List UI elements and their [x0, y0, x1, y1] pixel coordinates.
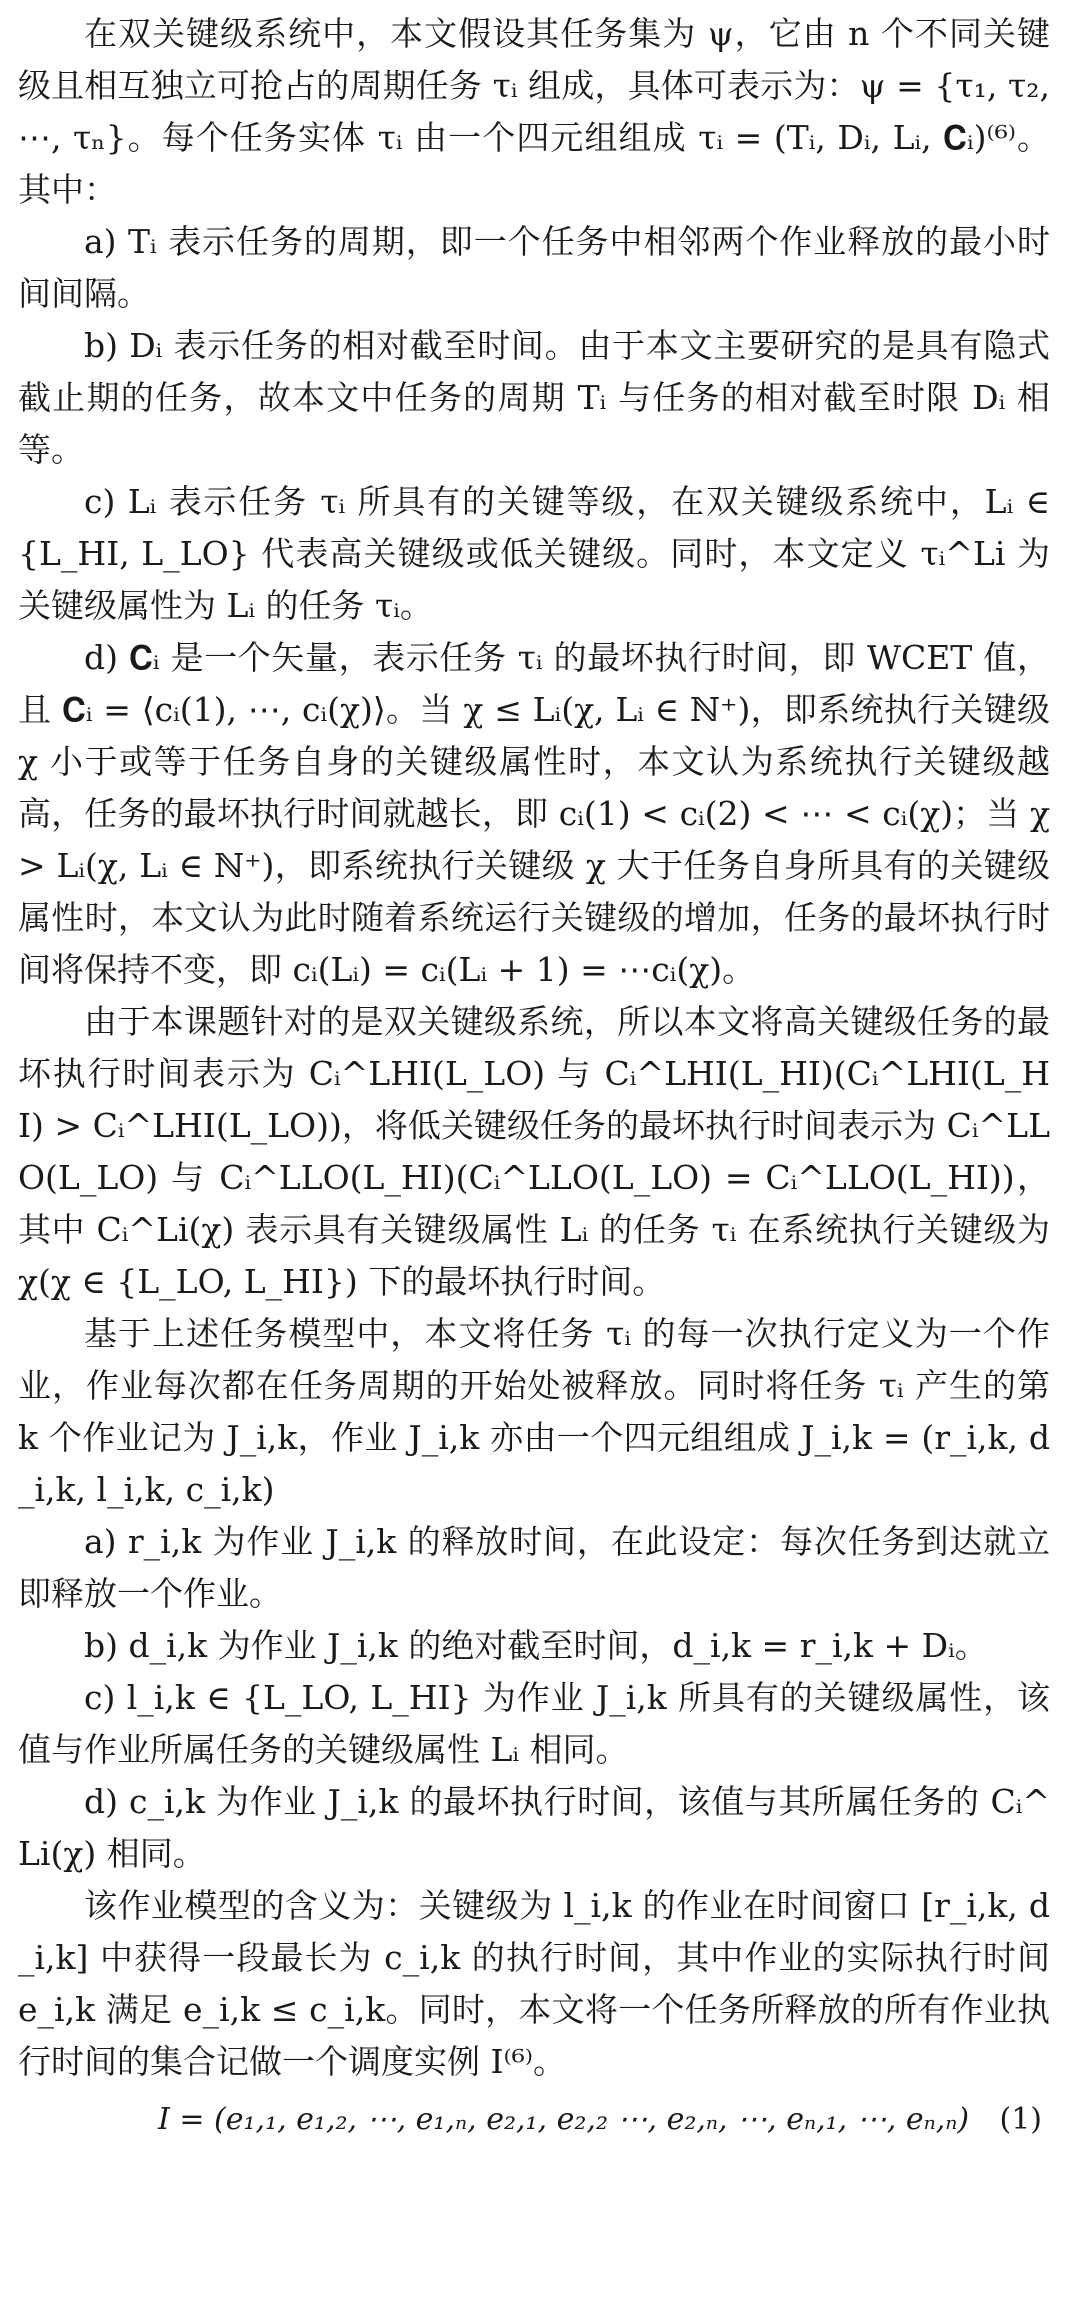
paragraph-wcet: d) 𝐂ᵢ 是一个矢量，表示任务 τᵢ 的最坏执行时间，即 WCET 值，且 𝐂ᵢ = ⟨cᵢ(1), ⋯, cᵢ(χ)⟩。当 χ ≤ Lᵢ(χ, Lᵢ ∈ ℕ⁺)，即系统执行关键级 χ 小于或等于任务自身的关键级属性时，本文认为系统执行关键级越高，任务的最坏执行时间就越长，即 cᵢ(1) < cᵢ(2) < ⋯ < cᵢ(χ)；当 χ > Lᵢ(χ, Lᵢ ∈ ℕ⁺)，即系统执行关键级 χ 大于任务自身所具有的关键级属性时，本文认为此时随着系统运行关键级的增加，任务的最坏执行时间将保持不变，即 cᵢ(Lᵢ) = cᵢ(Lᵢ + 1) = ⋯cᵢ(χ)。: [18, 638, 1050, 989]
paragraph-dual-criticality: 由于本课题针对的是双关键级系统，所以本文将高关键级任务的最坏执行时间表示为 Cᵢ^LHI(L_LO) 与 Cᵢ^LHI(L_HI)(Cᵢ^LHI(L_HI) > Cᵢ^LHI(L_LO))，将低关键级任务的最坏执行时间表示为 Cᵢ^LLO(L_LO) 与 Cᵢ^LLO(L_HI)(Cᵢ^LLO(L_LO) = Cᵢ^LLO(L_HI))，其中 Cᵢ^Li(χ) 表示具有关键级属性 Lᵢ 的任务 τᵢ 在系统执行关键级为 χ(χ ∈ {L_LO, L_HI}) 下的最坏执行时间。: [18, 1002, 1050, 1301]
paragraph-period: a) Tᵢ 表示任务的周期，即一个任务中相邻两个作业释放的最小时间间隔。: [18, 222, 1050, 313]
paragraph-release-time: a) r_i,k 为作业 J_i,k 的释放时间，在此设定：每次任务到达就立即释放一个作业。: [18, 1522, 1050, 1613]
paragraph-job-criticality: c) l_i,k ∈ {L_LO, L_HI} 为作业 J_i,k 所具有的关键级属性，该值与作业所属任务的关键级属性 Lᵢ 相同。: [18, 1678, 1050, 1769]
paragraph-task-set: 在双关键级系统中，本文假设其任务集为 ψ，它由 n 个不同关键级且相互独立可抢占的周期任务 τᵢ 组成，具体可表示为：ψ = {τ₁, τ₂, ⋯, τₙ}。每个任务实体 τᵢ 由一个四元组组成 τᵢ = (Tᵢ, Dᵢ, Lᵢ, 𝐂ᵢ)⁽⁶⁾。其中：: [18, 14, 1050, 209]
paragraph-absolute-deadline: b) d_i,k 为作业 J_i,k 的绝对截至时间，d_i,k = r_i,k + Dᵢ。: [84, 1626, 988, 1665]
equation-body: I = (e₁,₁, e₁,₂, ⋯, e₁,ₙ, e₂,₁, e₂,₂ ⋯, e₂,ₙ, ⋯, eₙ,₁, ⋯, eₙ,ₙ): [158, 2102, 970, 2137]
paragraph-schedule-instance: 该作业模型的含义为：关键级为 l_i,k 的作业在时间窗口 [r_i,k, d_i,k] 中获得一段最长为 c_i,k 的执行时间，其中作业的实际执行时间 e_i,k 满足 e_i,k ≤ c_i,k。同时，本文将一个任务所释放的所有作业执行时间的集合记做一个调度实例 I⁽⁶⁾。: [18, 1886, 1050, 2081]
paragraph-deadline: b) Dᵢ 表示任务的相对截至时间。由于本文主要研究的是具有隐式截止期的任务，故本文中任务的周期 Tᵢ 与任务的相对截至时限 Dᵢ 相等。: [18, 326, 1050, 469]
paragraph-criticality: c) Lᵢ 表示任务 τᵢ 所具有的关键等级，在双关键级系统中，Lᵢ ∈ {L_HI, L_LO} 代表高关键级或低关键级。同时，本文定义 τᵢ^Li 为关键级属性为 Lᵢ 的任务 τᵢ。: [18, 482, 1050, 625]
paragraph-job-wcet: d) c_i,k 为作业 J_i,k 的最坏执行时间，该值与其所属任务的 Cᵢ^Li(χ) 相同。: [18, 1782, 1050, 1873]
paragraph-job-model: 基于上述任务模型中，本文将任务 τᵢ 的每一次执行定义为一个作业，作业每次都在任务周期的开始处被释放。同时将任务 τᵢ 产生的第 k 个作业记为 J_i,k，作业 J_i,k 亦由一个四元组组成 J_i,k = (r_i,k, d_i,k, l_i,k, c_i,k): [18, 1314, 1050, 1509]
equation-1: [18, 2094, 1050, 2146]
equation-number: (1): [999, 2102, 1042, 2137]
